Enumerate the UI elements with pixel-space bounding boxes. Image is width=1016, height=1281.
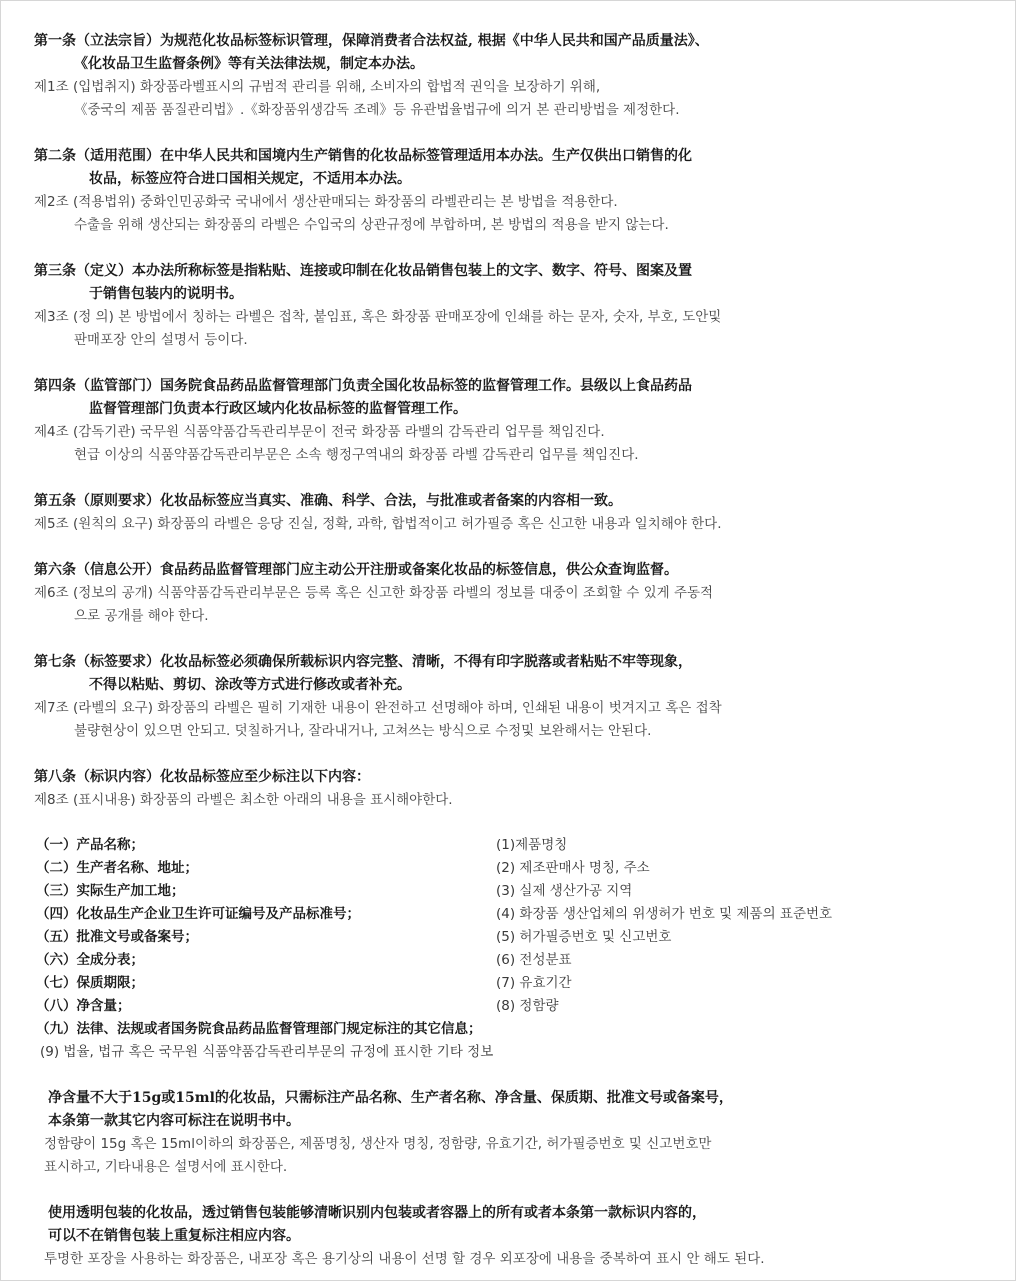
article-7-zh-line-1: 第七条（标签要求）化妆品标签必须确保所载标识内容完整、清晰，不得有印字脱落或者粘贴不牢等现象， bbox=[34, 654, 692, 670]
item-5-zh: （五）批准文号或备案号； bbox=[36, 929, 198, 945]
article-4-ko-line-2: 현급 이상의 식품약품감독관리부문은 소속 행정구역내의 화장품 라벨 감독관리 업무를 책임진다. bbox=[74, 447, 639, 463]
item-2-ko: (2) 제조판매사 명칭, 주소 bbox=[496, 860, 650, 876]
article-1-ko-line-2: 《중국의 제품 품질관리법》.《화장품위생감독 조례》등 유관법율법규에 의거 본 관리방법을 제정한다. bbox=[74, 102, 680, 118]
article-5-ko-line-1: 제5조 (원칙의 요구) 화장품의 라벨은 응당 진실, 정확, 과학, 합법적이고 허가필증 혹은 신고한 내용과 일치해야 한다. bbox=[34, 516, 722, 532]
article-1-zh-line-1: 第一条（立法宗旨）为规范化妆品标签标识管理，保障消费者合法权益, 根据《中华人民共和国产品质量法》、 bbox=[34, 33, 709, 49]
article-7-zh-line-2: 不得以粘贴、剪切、涂改等方式进行修改或者补充。 bbox=[89, 677, 411, 693]
item-2-zh: （二）生产者名称、地址； bbox=[36, 860, 198, 876]
article-6-zh-line-1: 第六条（信息公开）食品药品监督管理部门应主动公开注册或备案化妆品的标签信息，供公众查询监督。 bbox=[34, 562, 678, 578]
article-4-zh-line-2: 监督管理部门负责本行政区域内化妆品标签的监督管理工作。 bbox=[89, 401, 467, 417]
item-1-zh: （一）产品名称； bbox=[36, 837, 144, 853]
article-6-ko-line-2: 으로 공개를 해야 한다. bbox=[74, 608, 209, 624]
item-6-ko: (6) 전성분표 bbox=[496, 952, 572, 968]
note-1-ko-line-2: 표시하고, 기타내용은 설명서에 표시한다. bbox=[44, 1159, 288, 1175]
item-6-zh: （六）全成分表； bbox=[36, 952, 144, 968]
article-8-ko-line-1: 제8조 (표시내용) 화장품의 라벨은 최소한 아래의 내용을 표시해야한다. bbox=[34, 792, 453, 808]
item-9-zh: （九）法律、法规或者国务院食品药品监督管理部门规定标注的其它信息； bbox=[36, 1021, 482, 1037]
item-8-zh: （八）净含量； bbox=[36, 998, 131, 1014]
article-3-ko-line-2: 판매포장 안의 설명서 등이다. bbox=[74, 332, 248, 348]
article-2-ko-line-1: 제2조 (적용법위) 중화인민공화국 국내에서 생산판매되는 화장품의 라벨관리는 본 방법을 적용한다. bbox=[34, 194, 618, 210]
article-3-zh-line-2: 于销售包装内的说明书。 bbox=[89, 286, 243, 302]
item-7-ko: (7) 유효기간 bbox=[496, 975, 572, 991]
article-4-ko-line-1: 제4조 (감독기관) 국무원 식품약품감독관리부문이 전국 화장품 라밸의 감독관리 업무를 책임진다. bbox=[34, 424, 605, 440]
item-7-zh: （七）保质期限； bbox=[36, 975, 144, 991]
note-2-ko-line-1: 투명한 포장을 사용하는 화장품은, 내포장 혹은 용기상의 내용이 선명 할 경우 외포장에 내용을 중복하여 표시 안 해도 된다. bbox=[44, 1251, 765, 1267]
article-7-ko-line-1: 제7조 (라벨의 요구) 화장품의 라벨은 필히 기재한 내용이 완전하고 선명해야 하며, 인쇄된 내용이 벗겨지고 혹은 접착 bbox=[34, 700, 722, 716]
item-4-zh: （四）化妆品生产企业卫生许可证编号及产品标准号； bbox=[36, 906, 360, 922]
article-7-ko-line-2: 불량현상이 있으면 안되고. 덧칠하거나, 잘라내거나, 고쳐쓰는 방식으로 수정및 보완해서는 안된다. bbox=[74, 723, 652, 739]
item-5-ko: (5) 허가필증번호 및 신고번호 bbox=[496, 929, 672, 945]
article-3-zh-line-1: 第三条（定义）本办法所称标签是指粘贴、连接或印制在化妆品销售包装上的文字、数字、符号、图案及置 bbox=[34, 263, 692, 279]
article-2-zh-line-1: 第二条（适用范围）在中华人民共和国境内生产销售的化妆品标签管理适用本办法。生产仅供出口销售的化 bbox=[34, 148, 692, 164]
note-1-zh-line-1: 净含量不大于15g或15ml的化妆品，只需标注产品名称、生产者名称、净含量、保质期、批准文号或备案号， bbox=[48, 1090, 733, 1106]
note-1-zh-line-2: 本条第一款其它内容可标注在说明书中。 bbox=[48, 1113, 300, 1129]
item-1-ko: (1)제품명칭 bbox=[496, 837, 568, 853]
article-2-ko-line-2: 수출을 위해 생산되는 화장품의 라벨은 수입국의 상관규정에 부합하며, 본 방법의 적용을 받지 않는다. bbox=[74, 217, 669, 233]
article-1-ko-line-1: 제1조 (입법취지) 화장품라벨표시의 규범적 관리를 위해, 소비자의 합법적 권익을 보장하기 위해, bbox=[34, 79, 601, 95]
note-2-zh-line-2: 可以不在销售包装上重复标注相应内容。 bbox=[48, 1228, 300, 1244]
note-1-ko-line-1: 정함량이 15g 혹은 15ml이하의 화장품은, 제품명칭, 생산자 명칭, 정함량, 유효기간, 허가필증번호 및 신고번호만 bbox=[44, 1136, 712, 1152]
article-1-zh-line-2: 《化妆品卫生监督条例》等有关法律法规，制定本办法。 bbox=[74, 56, 424, 72]
article-3-ko-line-1: 제3조 (정 의) 본 방법에서 칭하는 라벨은 접착, 붙임표, 혹은 화장품 판매포장에 인쇄를 하는 문자, 숫자, 부호, 도안및 bbox=[34, 309, 722, 325]
article-4-zh-line-1: 第四条（监管部门）国务院食品药品监督管理部门负责全国化妆品标签的监督管理工作。县级以上食品药品 bbox=[34, 378, 692, 394]
article-6-ko-line-1: 제6조 (정보의 공개) 식품약품감독관리부문은 등록 혹은 신고한 화장품 라벨의 정보를 대중이 조회할 수 있게 주동적 bbox=[34, 585, 714, 601]
article-8-zh-line-1: 第八条（标识内容）化妆品标签应至少标注以下内容： bbox=[34, 769, 370, 785]
note-2-zh-line-1: 使用透明包装的化妆品，透过销售包装能够清晰识别内包装或者容器上的所有或者本条第一款标识内容的， bbox=[48, 1205, 706, 1221]
item-8-ko: (8) 정함량 bbox=[496, 998, 559, 1014]
item-3-ko: (3) 실제 생산가공 지역 bbox=[496, 883, 633, 899]
item-4-ko: (4) 화장품 생산업체의 위생허가 번호 및 제품의 표준번호 bbox=[496, 906, 833, 922]
item-3-zh: （三）实际生产加工地； bbox=[36, 883, 185, 899]
item-9-ko: (9) 법율, 법규 혹은 국무원 식품약품감독관리부문의 규정에 표시한 기타 정보 bbox=[40, 1044, 494, 1060]
article-2-zh-line-2: 妆品，标签应符合进口国相关规定，不适用本办法。 bbox=[89, 171, 411, 187]
article-5-zh-line-1: 第五条（原则要求）化妆品标签应当真实、准确、科学、合法，与批准或者备案的内容相一致。 bbox=[34, 493, 622, 509]
